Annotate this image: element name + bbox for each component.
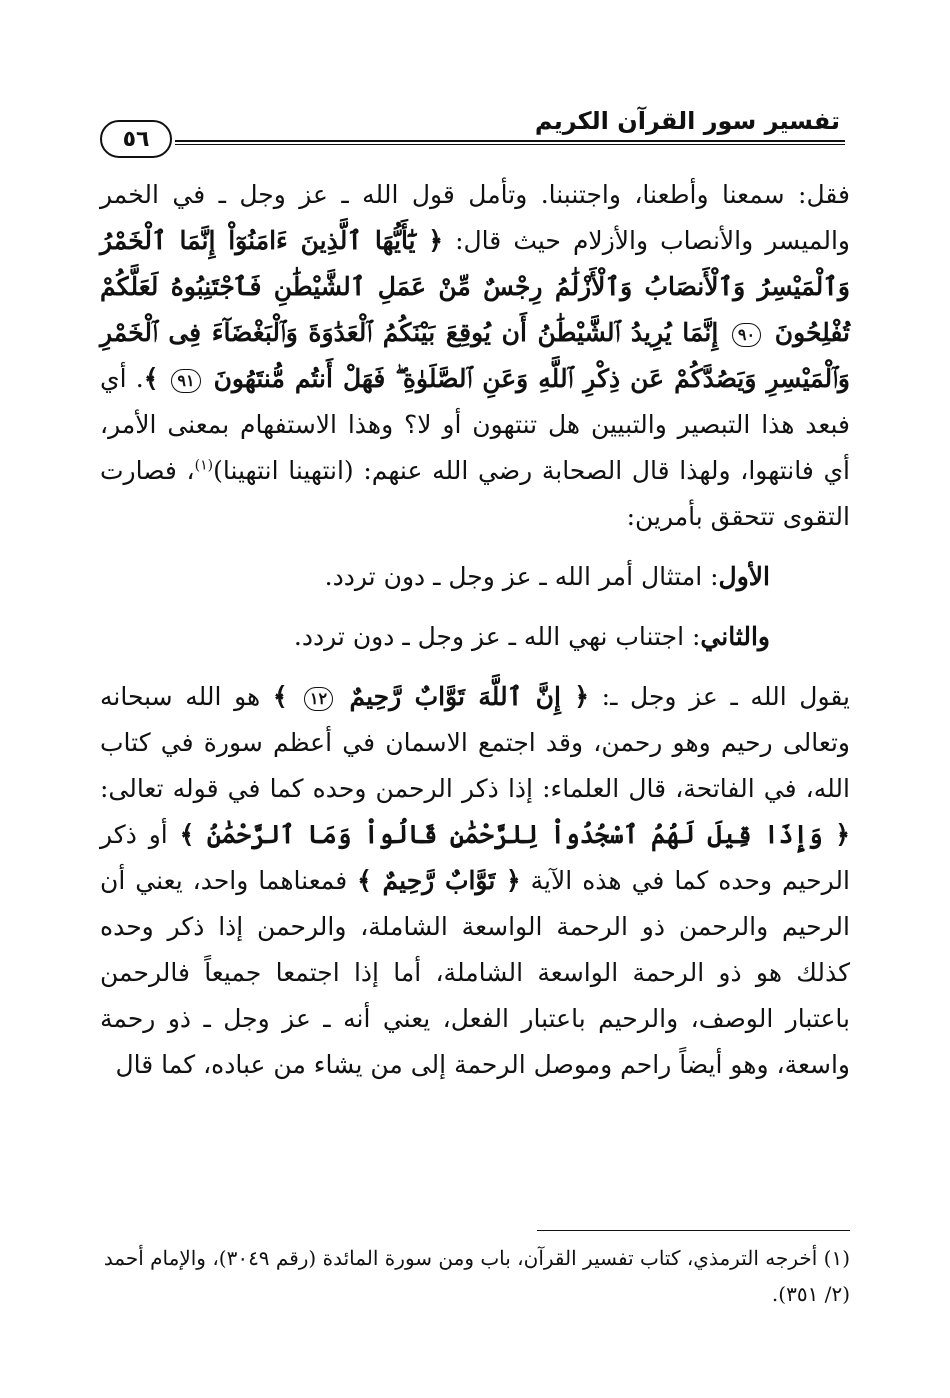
footnote-1: (١) أخرجه الترمذي، كتاب تفسير القرآن، باب ومن سورة المائدة (رقم ٣٠٤٩)، والإمام أحمد (٢/ ٣٥١). [103,1246,850,1306]
quran-quote [273,682,589,711]
ayah-number: ٩١ [171,369,200,393]
point-label: الأول [718,562,770,591]
point-first [100,554,850,600]
text-run: أو ذكر الرحيم وحده كما في هذه الآية [100,820,850,895]
point-label: والثاني [700,622,770,651]
footnotes [100,1240,850,1312]
text-run: فقل: سمعنا وأطعنا، واجتنبنا. وتأمل قول الله ـ عز وجل ـ في الخمر والميسر والأنصاب والأزلام حيث قال: [100,180,850,255]
quran-verse-text: ﴿ يَٰٓأَيُّهَا ٱلَّذِينَ ءَامَنُوٓاْ إِنَّمَا ٱلْخَمْرُ وَٱلْمَيْسِرُ وَٱلْأَنصَابُ وَٱلْأَزْلَٰمُ رِجْسٌ مِّنْ عَمَلِ ٱلشَّيْطَٰنِ فَٱجْتَنِبُوهُ لَعَلَّكُمْ تُفْلِحُونَ [100,226,851,347]
paragraph-2 [100,674,850,1088]
point-text: : اجتناب نهي الله ـ عز وجل ـ دون تردد. [293,622,701,651]
quran-verse-text: ﴿ إِنَّ ٱللَّهَ تَوَّابٌ رَّحِيمٌ [336,682,590,711]
footnote-rule [537,1230,850,1231]
text-run: فمعناهما واحد، يعني أن الرحيم والرحمن ذو الرحمة الواسعة الشاملة، والرحمن إذا ذكر وحده كذلك هو ذو الرحمة الواسعة الشاملة، أما إذا اجتمعا جميعاً فالرحمن باعتبار الوصف، والرحيم باعتبار الفعل، يعني أنه ـ عز وجل ـ ذو رحمة واسعة، وهو أيضاً راحم وموصل الرحمة إلى من يشاء من عباده، كما قال [100,866,850,1079]
footnote-marker: (١) [194,457,214,474]
point-text: : امتثال أمر الله ـ عز وجل ـ دون تردد. [324,562,719,591]
paragraph-1 [100,172,850,540]
quran-bracket: ﴾ [143,364,169,393]
main-text [100,172,850,1088]
quran-quote: ﴿ وَإِذَا قِيلَ لَهُمُ ٱسْجُدُواْ لِلرَّحْمَٰنِ قَالُواْ وَمَا ٱلرَّحْمَٰنُ ﴾ [179,820,850,849]
ayah-number: ١٢ [304,687,333,711]
point-second [100,614,850,660]
text-run: . أي فبعد هذا التبصير والتبيين هل تنتهون أو لا؟ وهذا الاستفهام بمعنى الأمر، أي فانتهوا، ولهذا قال الصحابة رضي الله عنهم: (انتهينا انتهينا) [100,364,851,485]
quran-verse-text: إِنَّمَا يُرِيدُ ٱلشَّيْطَٰنُ أَن يُوقِعَ بَيْنَكُمُ ٱلْعَدَٰوَةَ وَٱلْبَغْضَآءَ فِى ٱلْخَمْرِ وَٱلْمَيْسِرِ وَيَصُدَّكُمْ عَن ذِكْرِ ٱللَّهِ وَعَنِ ٱلصَّلَوٰةِ ۖ فَهَلْ أَنتُم مُّنتَهُونَ [100,318,850,393]
text-run: يقول الله ـ عز وجل ـ: [589,682,850,711]
page-number: ٥٦ [100,120,172,158]
text-run: هو الله سبحانه وتعالى رحيم وهو رحمن، وقد اجتمع الاسمان في أعظم سورة في كتاب الله، في الفاتحة، قال العلماء: إذا ذكر الرحمن وحده كما في قوله تعالى: [100,682,850,803]
text-run: ، فصارت التقوى تتحقق بأمرين: [100,456,850,531]
header-rule [175,140,845,145]
ayah-number: ٩٠ [732,323,761,347]
quran-quote: ﴿ تَوَّابٌ رَّحِيمٌ ﴾ [357,866,521,895]
running-title: تفسير سور القرآن الكريم [534,107,840,135]
quran-bracket: ﴾ [272,682,301,711]
